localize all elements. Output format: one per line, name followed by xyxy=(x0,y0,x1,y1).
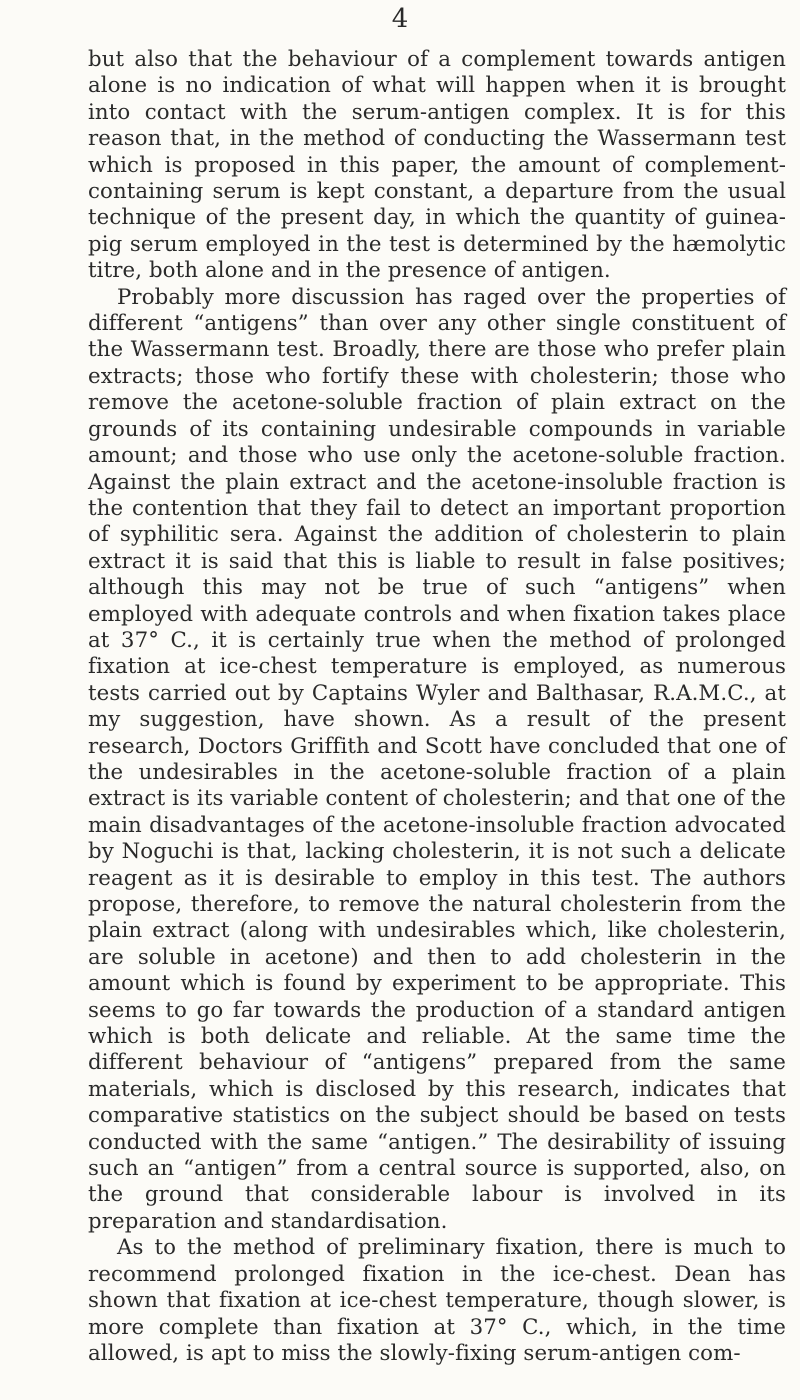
body-text xyxy=(88,47,786,1367)
paragraph-1: but also that the behaviour of a complement towards antigen alone is no indication of what will happen when it is brought into contact with the serum-antigen complex. It is for this reason that, in the method of conducting the Wassermann test which is proposed in this paper, the amount of complement-containing serum is kept constant, a departure from the usual technique of the present day, in which the quantity of guinea-pig serum employed in the test is determined by the hæmolytic titre, both alone and in the presence of antigen. xyxy=(88,47,786,284)
paragraph-2: Probably more discussion has raged over the properties of different “antigens” than over any other single constituent of the Wassermann test. Broadly, there are those who prefer plain extracts; those who fortify these with cholesterin; those who remove the acetone-soluble fraction of plain extract on the grounds of its containing undesirable compounds in variable amount; and those who use only the acetone-soluble fraction. Against the plain extract and the acetone-insoluble fraction is the contention that they fail to detect an important proportion of syphilitic sera. Against the addition of cholesterin to plain extract it is said that this is liable to result in false positives; although this may not be true of such “antigens” when employed with adequate controls and when fixation takes place at 37° C., it is certainly true when the method of prolonged fixation at ice-chest temperature is employed, as numerous tests carried out by Captains Wyler and Balthasar, R.A.M.C., at my suggestion, have shown. As a result of the present research, Doctors Griffith and Scott have concluded that one of the undesirables in the acetone-soluble fraction of a plain extract is its variable content of cholesterin; and that one of the main disadvantages of the acetone-insoluble fraction advocated by Noguchi is that, lacking cholesterin, it is not such a delicate reagent as it is desirable to employ in this test. The authors propose, therefore, to remove the natural cholesterin from the plain extract (along with undesirables which, like cholesterin, are soluble in acetone) and then to add cholesterin in the amount which is found by experiment to be appropriate. This seems to go far towards the production of a standard antigen which is both delicate and reliable. At the same time the different behaviour of “antigens” prepared from the same materials, which is disclosed by this research, indicates that comparative statistics on the subject should be based on tests conducted with the same “antigen.” The desirability of issuing such an “antigen” from a central source is supported, also, on the ground that considerable labour is involved in its preparation and standardisation. xyxy=(88,284,786,1234)
paragraph-3: As to the method of preliminary fixation, there is much to recommend prolonged fixation in the ice-chest. Dean has shown that fixation at ice-chest temperature, though slower, is more complete than fixation at 37° C., which, in the time allowed, is apt to miss the slowly-fixing serum-antigen com- xyxy=(88,1235,786,1366)
page-number: 4 xyxy=(391,4,409,34)
